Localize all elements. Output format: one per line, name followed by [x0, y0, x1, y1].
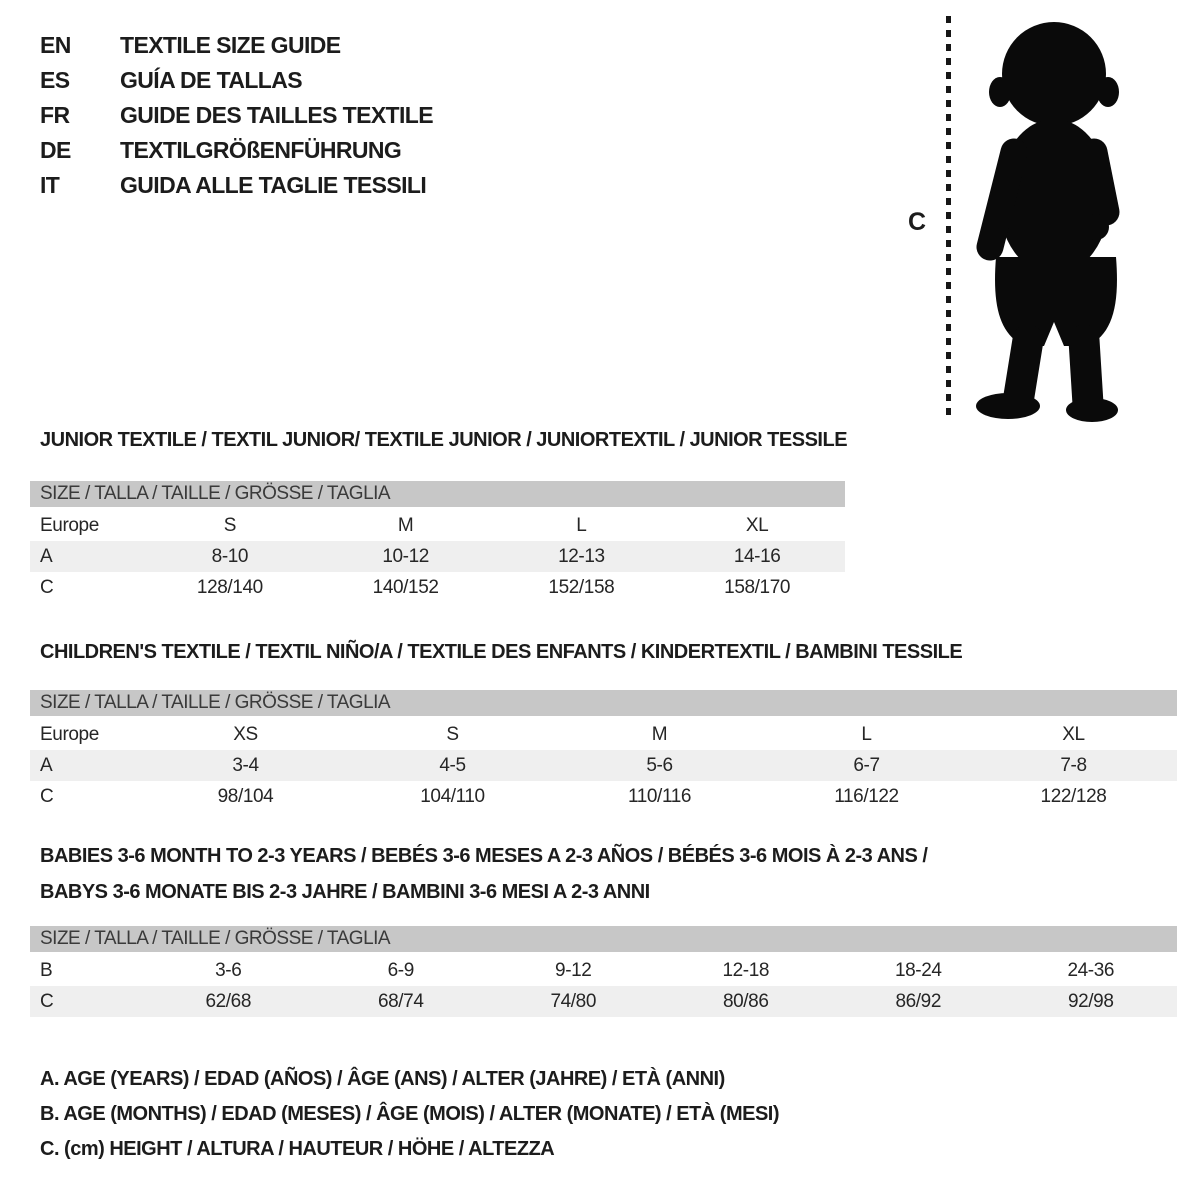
- table-cell: 10-12: [382, 545, 429, 567]
- row-label: Europe: [40, 514, 99, 536]
- table-cell: XL: [745, 514, 769, 536]
- table-cell: 6-9: [387, 959, 414, 981]
- size-table-junior: [30, 481, 845, 603]
- row-label: C: [40, 990, 54, 1012]
- section-title-line2: BABYS 3-6 MONATE BIS 2-3 JAHRE / BAMBINI 3-6 MESI A 2-3 ANNI: [40, 881, 650, 903]
- table-row: [30, 986, 1177, 1017]
- table-cell: S: [223, 514, 237, 536]
- size-table-babies: [30, 926, 1177, 1017]
- language-row: [40, 98, 433, 133]
- table-cell: 104/110: [420, 785, 485, 807]
- table-cell: S: [446, 723, 459, 745]
- section-title: BABIES 3-6 MONTH TO 2-3 YEARS / BEBÉS 3-6 MESES A 2-3 AÑOS / BÉBÉS 3-6 MOIS À 2-3 ANS /: [40, 845, 928, 867]
- row-label: A: [40, 545, 53, 567]
- row-label: C: [40, 785, 54, 807]
- row-label: Europe: [40, 723, 99, 745]
- table-row: [30, 750, 1177, 781]
- table-cell: M: [397, 514, 414, 536]
- table-cell: 128/140: [196, 576, 263, 598]
- table-cell: L: [861, 723, 872, 745]
- table-row: [30, 719, 1177, 750]
- table-header: SIZE / TALLA / TAILLE / GRÖSSE / TAGLIA: [30, 926, 1177, 955]
- guide-title: GUIDA ALLE TAGLIE TESSILI: [120, 172, 427, 198]
- language-code: ES: [40, 67, 70, 93]
- table-cell: 62/68: [205, 990, 252, 1012]
- language-code: FR: [40, 102, 70, 128]
- table-cell: 14-16: [733, 545, 781, 567]
- guide-title: GUÍA DE TALLAS: [120, 67, 302, 93]
- row-label: A: [40, 754, 53, 776]
- table-cell: 80/86: [722, 990, 769, 1012]
- legend-line-c: C. (cm) HEIGHT / ALTURA / HAUTEUR / HÖHE / ALTEZZA: [40, 1138, 555, 1160]
- table-cell: 24-36: [1067, 959, 1115, 981]
- table-cell: XL: [1062, 723, 1085, 745]
- table-row: [30, 955, 1177, 986]
- table-cell: M: [651, 723, 668, 745]
- table-cell: 152/158: [548, 576, 615, 598]
- table-cell: 92/98: [1067, 990, 1114, 1012]
- legend-line-b: B. AGE (MONTHS) / EDAD (MESES) / ÂGE (MOIS) / ALTER (MONATE) / ETÀ (MESI): [40, 1103, 780, 1125]
- height-measure-label: C: [908, 208, 926, 236]
- table-header: SIZE / TALLA / TAILLE / GRÖSSE / TAGLIA: [30, 690, 1177, 719]
- table-cell: 4-5: [439, 754, 466, 776]
- table-cell: 6-7: [853, 754, 880, 776]
- table-cell: 86/92: [895, 990, 942, 1012]
- table-cell: L: [576, 514, 587, 536]
- table-row: [30, 510, 845, 541]
- language-row: [40, 63, 433, 98]
- table-cell: 8-10: [211, 545, 249, 567]
- table-cell: 12-13: [558, 545, 605, 567]
- language-row: [40, 133, 433, 168]
- legend-line-a: A. AGE (YEARS) / EDAD (AÑOS) / ÂGE (ANS) / ALTER (JAHRE) / ETÀ (ANNI): [40, 1068, 725, 1090]
- language-code: IT: [40, 172, 60, 198]
- table-cell: 9-12: [555, 959, 592, 981]
- table-cell: 110/116: [627, 785, 692, 807]
- toddler-silhouette-icon: [966, 22, 1141, 422]
- table-cell: 3-6: [215, 959, 242, 981]
- table-row: [30, 541, 845, 572]
- table-cell: 122/128: [1040, 785, 1107, 807]
- language-code: EN: [40, 32, 71, 58]
- table-cell: 12-18: [722, 959, 770, 981]
- table-header: SIZE / TALLA / TAILLE / GRÖSSE / TAGLIA: [30, 481, 845, 510]
- language-row: [40, 168, 433, 203]
- row-label: C: [40, 576, 54, 598]
- section-title: CHILDREN'S TEXTILE / TEXTIL NIÑO/A / TEXTILE DES ENFANTS / KINDERTEXTIL / BAMBINI TESSILE: [40, 641, 963, 663]
- language-title-list: [40, 28, 433, 203]
- section-babies-textile: [30, 838, 1177, 1017]
- table-cell: 116/122: [834, 785, 899, 807]
- legend: [40, 1062, 779, 1167]
- table-cell: XS: [233, 723, 258, 745]
- language-code: DE: [40, 137, 71, 163]
- table-row: [30, 781, 1177, 812]
- size-table-children: [30, 690, 1177, 812]
- table-cell: 98/104: [217, 785, 274, 807]
- table-cell: 3-4: [232, 754, 259, 776]
- row-label: B: [40, 959, 53, 981]
- table-cell: 74/80: [550, 990, 597, 1012]
- guide-title: GUIDE DES TAILLES TEXTILE: [120, 102, 433, 128]
- guide-title: TEXTILGRÖßENFÜHRUNG: [120, 137, 402, 163]
- section-junior-textile: [30, 428, 848, 603]
- table-cell: 7-8: [1060, 754, 1087, 776]
- table-cell: 18-24: [894, 959, 942, 981]
- section-children-textile: [30, 640, 1177, 812]
- table-cell: 140/152: [372, 576, 439, 598]
- language-row: [40, 28, 433, 63]
- table-row: [30, 572, 845, 603]
- section-title: JUNIOR TEXTILE / TEXTIL JUNIOR/ TEXTILE JUNIOR / JUNIORTEXTIL / JUNIOR TESSILE: [40, 429, 848, 451]
- guide-title: TEXTILE SIZE GUIDE: [120, 32, 341, 58]
- table-cell: 5-6: [646, 754, 673, 776]
- table-cell: 68/74: [377, 990, 424, 1012]
- table-cell: 158/170: [724, 576, 791, 598]
- height-measure-dashed-line: [946, 16, 951, 418]
